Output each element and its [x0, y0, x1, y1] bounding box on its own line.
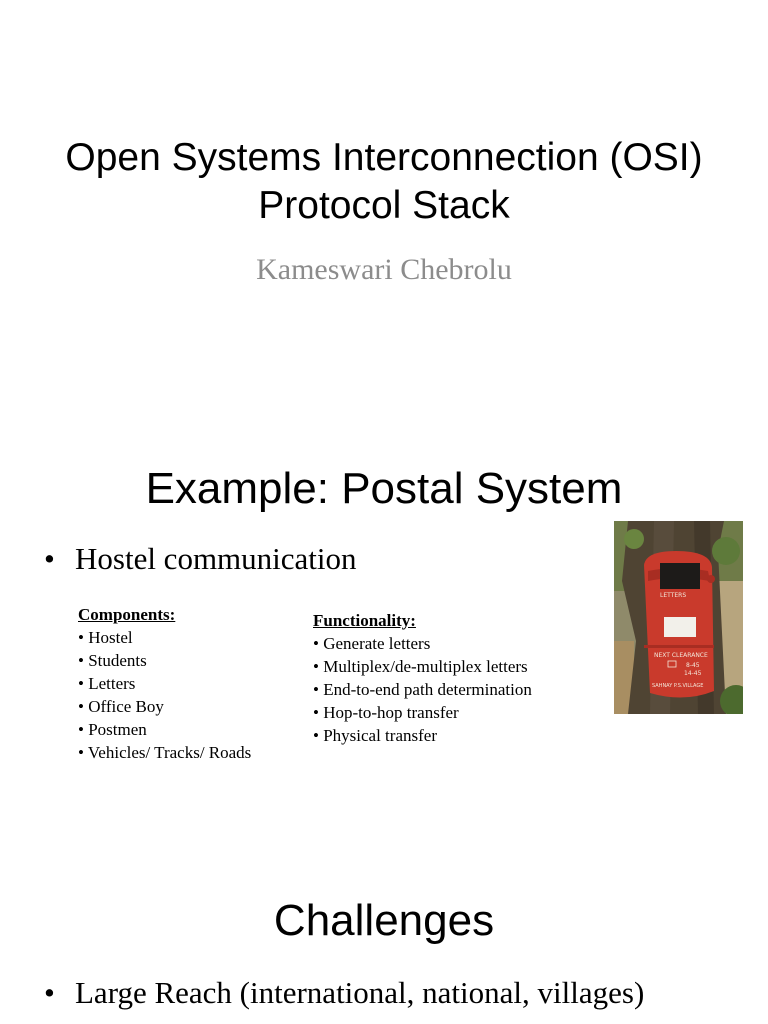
title-line-1: Open Systems Interconnection (OSI): [65, 136, 703, 179]
bullet-hostel-communication: [44, 541, 357, 577]
list-item: • Physical transfer: [313, 726, 437, 745]
list-item: • End-to-end path determination: [313, 680, 532, 699]
postbox-clearance-label: NEXT CLEARANCE: [654, 652, 708, 659]
list-item: • Multiplex/de-multiplex letters: [313, 657, 528, 676]
bullet-text: Large Reach (international, national, villages): [75, 975, 645, 1010]
postbox-location: SAHNAY P.S.VILLAGE: [652, 683, 704, 689]
bullet-dot-icon: •: [44, 541, 55, 576]
list-item: • Generate letters: [313, 634, 431, 653]
postbox-photo: [614, 521, 743, 714]
slide-title-challenges: Challenges: [273, 896, 495, 945]
list-item: • Letters: [78, 674, 136, 693]
functionality-heading: Functionality:: [313, 611, 416, 630]
title-line-2: Protocol Stack: [258, 184, 510, 227]
postbox-time-1: 8-45: [686, 662, 700, 669]
bullet-dot-icon: •: [44, 975, 55, 1010]
functionality-list: [313, 609, 532, 747]
postbox-time-2: 14-45: [684, 670, 702, 677]
bullet-large-reach: [44, 975, 644, 1011]
list-item: • Postmen: [78, 720, 147, 739]
author-name: Kameswari Chebrolu: [256, 253, 512, 286]
slide-title-postal-system: Example: Postal System: [145, 464, 623, 513]
list-item: • Students: [78, 651, 147, 670]
components-list: [78, 603, 251, 764]
list-item: • Hop-to-hop transfer: [313, 703, 459, 722]
slide-title-osi: [0, 134, 768, 230]
postbox-illustration: [614, 521, 743, 714]
postbox-letters-label: LETTERS: [660, 592, 687, 599]
list-item: • Vehicles/ Tracks/ Roads: [78, 743, 252, 762]
bullet-text: Hostel communication: [75, 541, 357, 576]
list-item: • Hostel: [78, 628, 133, 647]
components-heading: Components:: [78, 605, 176, 624]
list-item: • Office Boy: [78, 697, 164, 716]
